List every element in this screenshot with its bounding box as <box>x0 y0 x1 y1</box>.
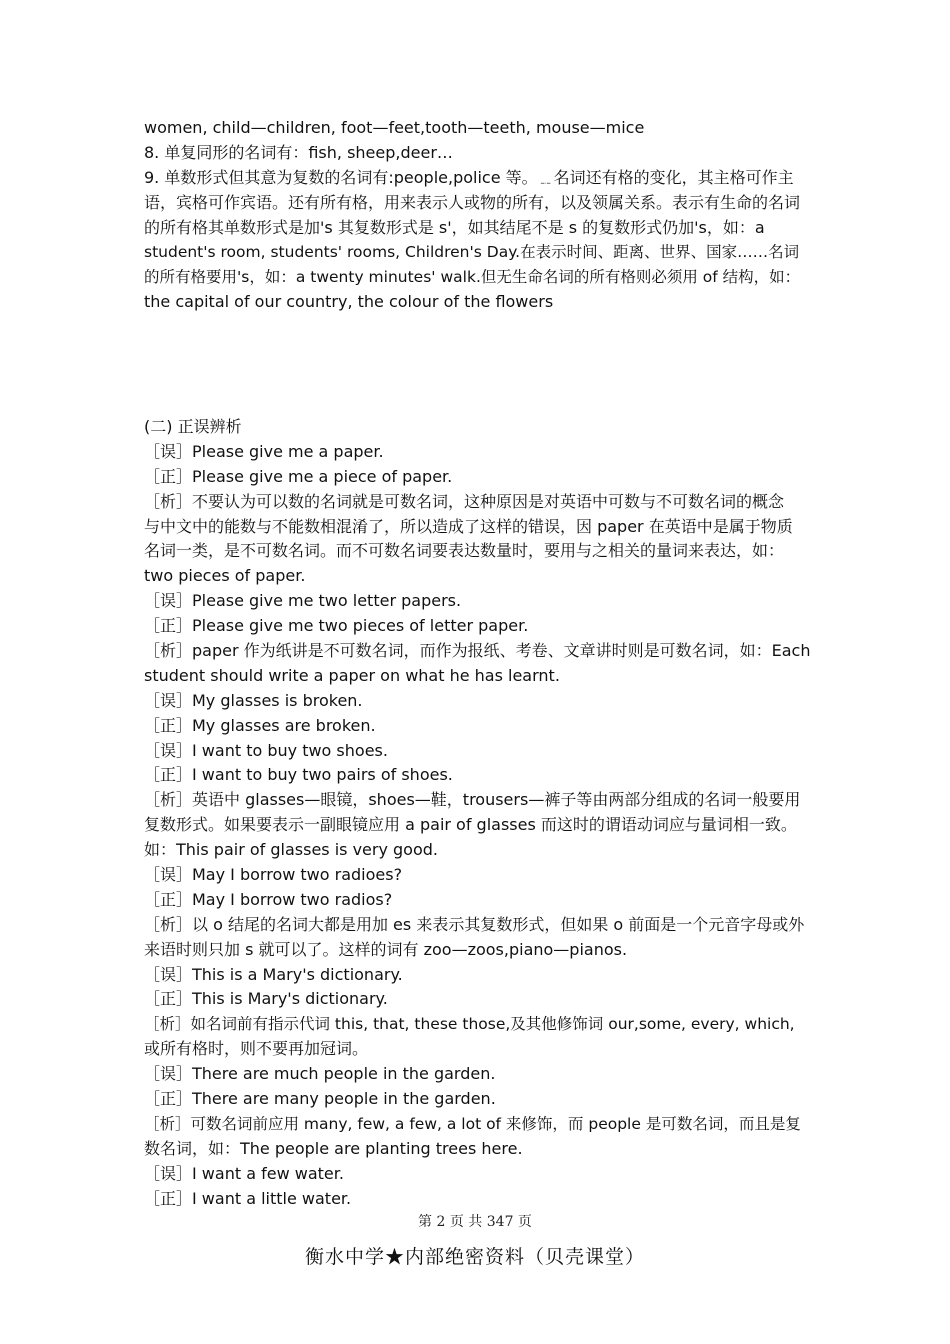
analysis-line: ［析］以 o 结尾的名词大都是用加 es 来表示其复数形式，但如果 o 前面是一个元音字母或外 <box>144 914 805 934</box>
correct-example: ［正］My glasses are broken. <box>144 715 376 735</box>
analysis-line: 与中文中的能数与不能数相混淆了，所以造成了这样的错误，因 paper 在英语中是属于物质 <box>144 516 793 536</box>
correct-example: ［正］May I borrow two radios? <box>144 889 393 909</box>
wrong-example: ［误］Please give me two letter papers. <box>144 591 462 611</box>
text-line: the capital of our country, the colour of the flowers <box>144 292 554 312</box>
correct-example: ［正］Please give me a piece of paper. <box>144 466 453 486</box>
error-correction-section <box>144 415 814 1212</box>
wrong-example: ［误］May I borrow two radioes? <box>144 865 403 885</box>
analysis-line: two pieces of paper. <box>144 566 306 586</box>
correct-example: ［正］I want a little water. <box>144 1188 352 1208</box>
wrong-example: ［误］I want to buy two shoes. <box>144 740 388 760</box>
correct-example: ［正］There are many people in the garden. <box>144 1089 496 1109</box>
analysis-line: 复数形式。如果要表示一副眼镜应用 a pair of glasses 而这时的谓语动词应与量词相一致。 <box>144 815 797 835</box>
wrong-example: ［误］Please give me a paper. <box>144 441 384 461</box>
analysis-line: ［析］可数名词前应用 many, few, a few, a lot of 来修饰，而 people 是可数名词，而且是复 <box>144 1114 801 1133</box>
text-line: 8. 单复同形的名词有：fish, sheep,deer… <box>144 142 453 162</box>
analysis-line: ［析］英语中 glasses—眼镜，shoes—鞋，trousers—裤子等由两部分组成的名词一般要用 <box>144 790 801 810</box>
analysis-line: ［析］不要认为可以数的名词就是可数名词，这种原因是对英语中可数与不可数名词的概念 <box>144 491 785 511</box>
wrong-example: ［误］There are much people in the garden. <box>144 1064 496 1084</box>
page-number: 第 2 页 共 347 页 <box>418 1214 532 1230</box>
correct-example: ［正］Please give me two pieces of letter paper. <box>144 616 529 636</box>
analysis-line: 如：This pair of glasses is very good. <box>144 840 438 860</box>
text-line: 的所有格要用's，如：a twenty minutes' walk.但无生命名词的所有格则必须用 of 结构，如： <box>144 268 801 287</box>
analysis-line: 数名词，如：The people are planting trees here. <box>144 1138 523 1158</box>
analysis-line: ［析］paper 作为纸讲是不可数名词，而作为报纸、考卷、文章讲时则是可数名词，如：Each <box>144 641 811 661</box>
analysis-line: ［析］如名词前有指示代词 this, that, these those,及其他修饰词 our,some, every, which, <box>144 1015 795 1034</box>
text-line: student's room, students' rooms, Children's Day.在表示时间、距离、世界、国家……名词 <box>144 243 800 262</box>
analysis-line: student should write a paper on what he has learnt. <box>144 665 560 685</box>
grammar-notes-continuation <box>144 116 814 315</box>
text-line: 9. 单数形式但其意为复数的名词有:people,police 等。﹎名词还有格的变化，其主格可作主 <box>144 167 794 187</box>
analysis-line: 名词一类，是不可数名词。而不可数名词要表达数量时，要用与之相关的量词来表达，如： <box>144 541 785 561</box>
text-line: 语，宾格可作宾语。还有所有格，用来表示人或物的所有，以及领属关系。表示有生命的名词 <box>144 192 801 212</box>
wrong-example: ［误］I want a few water. <box>144 1163 344 1183</box>
analysis-line: 或所有格时，则不要再加冠词。 <box>144 1039 369 1059</box>
analysis-line: 来语时则只加 s 就可以了。这样的词有 zoo—zoos,piano—pianos. <box>144 939 628 959</box>
wrong-example: ［误］My glasses is broken. <box>144 690 363 710</box>
correct-example: ［正］This is Mary's dictionary. <box>144 989 388 1009</box>
footer-brand: 衡水中学★内部绝密资料（贝壳课堂） <box>304 1246 645 1268</box>
text-line: 的所有格其单数形式是加's 其复数形式是 s'，如其结尾不是 s 的复数形式仍加's，如：a <box>144 217 765 237</box>
text-line: women, child—children, foot—feet,tooth—teeth, mouse—mice <box>144 118 645 137</box>
wrong-example: ［误］This is a Mary's dictionary. <box>144 964 403 984</box>
correct-example: ［正］I want to buy two pairs of shoes. <box>144 765 453 785</box>
section-heading: (二) 正误辨析 <box>144 417 242 436</box>
